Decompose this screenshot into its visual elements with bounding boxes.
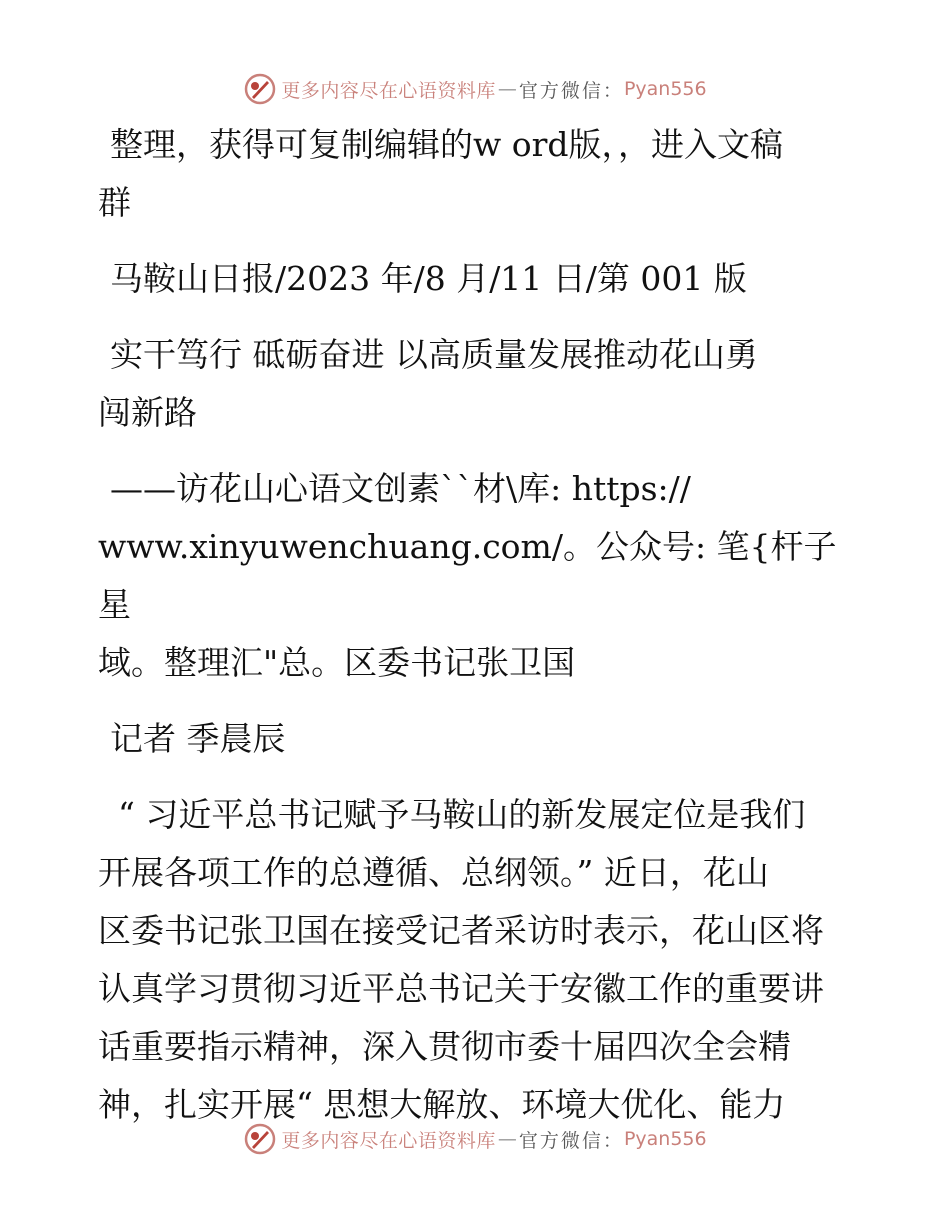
document-body [98, 116, 858, 1152]
banner-colon: ： [602, 1129, 624, 1152]
intro-line: 群 [98, 183, 131, 222]
byline [98, 710, 858, 768]
source-text: 马鞍山日报/2023 年/8 月/11 日/第 001 版 [110, 259, 747, 298]
body-line: 开展各项工作的总遵循、总纲领。” 近日，花山 [98, 853, 769, 892]
banner-brand: 更多内容尽在心语资料库 [281, 79, 496, 102]
title-line: 闯新路 [98, 393, 197, 432]
banner-dash: — [497, 1128, 517, 1150]
body-paragraph [98, 786, 858, 1134]
banner-official: 官方微信 [518, 79, 603, 102]
header-banner [0, 72, 950, 106]
subtitle-line: 域。整理汇"总。区委书记张卫国 [98, 643, 576, 682]
body-line: “ 习近平总书记赋予马鞍山的新发展定位是我们 [118, 795, 806, 834]
subtitle-line: www.xinyuwenchuang.com/。公众号: 笔{杆子星 [98, 527, 837, 624]
banner-brand: 更多内容尽在心语资料库 [281, 1129, 496, 1152]
body-line: 话重要指示精神，深入贯彻市委十届四次全会精 [98, 1027, 791, 1066]
footer-banner [0, 1122, 950, 1156]
intro-line: 整理，获得可复制编辑的w ord版，，进入文稿 [110, 125, 784, 164]
intro-paragraph [98, 116, 858, 232]
subtitle-line: ——访花山心语文创素``材\库: https:// [110, 469, 691, 508]
quill-seal-icon [243, 1122, 277, 1156]
body-line: 区委书记张卫国在接受记者采访时表示，花山区将 [98, 911, 824, 950]
banner-wechat-id: Pyan556 [623, 78, 707, 100]
title-line: 实干笃行 砥砺奋进 以高质量发展推动花山勇 [110, 335, 758, 374]
body-line: 认真学习贯彻习近平总书记关于安徽工作的重要讲 [98, 969, 824, 1008]
banner-colon: ： [602, 79, 624, 102]
banner-official: 官方微信 [518, 1129, 603, 1152]
article-title [98, 326, 858, 442]
body-line: 神，扎实开展“ 思想大解放、环境大优化、能力 [98, 1085, 786, 1124]
banner-wechat-id: Pyan556 [623, 1128, 707, 1150]
source-line [98, 250, 858, 308]
byline-text: 记者 季晨辰 [110, 719, 286, 758]
banner-dash: — [497, 78, 517, 100]
article-subtitle [98, 460, 858, 692]
quill-seal-icon [243, 72, 277, 106]
